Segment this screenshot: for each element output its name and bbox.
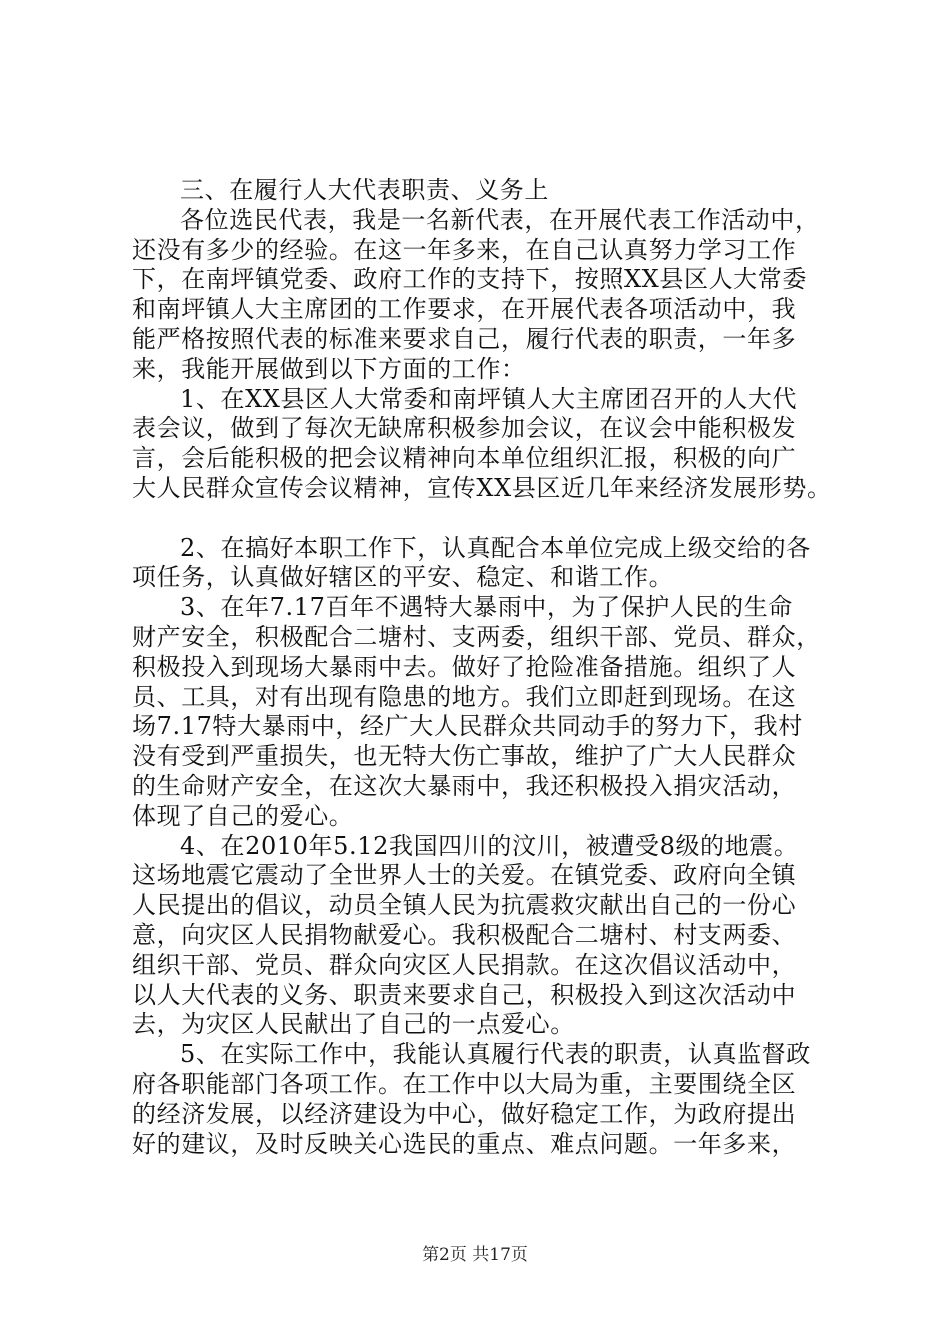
text-line: 员、工具，对有出现有隐患的地方。我们立即赶到现场。在这: [132, 682, 797, 711]
text-line: 去，为灾区人民献出了自己的一点爱心。: [132, 1010, 575, 1039]
text-line: 项任务，认真做好辖区的平安、稳定、和谐工作。: [132, 563, 674, 592]
text-line: 的经济发展，以经济建设为中心，做好稳定工作，为政府提出: [132, 1099, 797, 1128]
text-line: 言，会后能积极的把会议精神向本单位组织汇报，积极的向广: [132, 444, 797, 473]
text-line: 5、在实际工作中，我能认真履行代表的职责，认真监督政: [180, 1040, 811, 1069]
text-line: 这场地震它震动了全世界人士的关爱。在镇党委、政府向全镇: [132, 861, 797, 890]
text-line: 组织干部、党员、群众向灾区人民捐款。在这次倡议活动中，: [132, 950, 797, 979]
blank-line: [132, 504, 832, 534]
text-line: 1、在XX县区人大常委和南坪镇人大主席团召开的人大代: [180, 384, 798, 413]
text-line: 能严格按照代表的标准来要求自己，履行代表的职责，一年多: [132, 324, 797, 353]
document-body: [132, 176, 832, 1159]
text-line: 场7.17特大暴雨中，经广大人民群众共同动手的努力下，我村: [132, 712, 803, 741]
text-line: 三、在履行人大代表职责、义务上: [180, 176, 549, 204]
text-line: 4、在2010年5.12我国四川的汶川，被遭受8级的地震。: [180, 831, 799, 860]
text-line: 各位选民代表，我是一名新代表，在开展代表工作活动中，: [180, 205, 820, 234]
page-number-footer: 第2页 共17页: [422, 1245, 528, 1265]
text-line: 意，向灾区人民捐物献爱心。我积极配合二塘村、村支两委、: [132, 920, 797, 949]
text-line: 大人民群众宣传会议精神，宣传XX县区近几年来经济发展形势。: [132, 473, 832, 502]
text-line: 2、在搞好本职工作下，认真配合本单位完成上级交给的各: [180, 533, 811, 562]
text-line: 下，在南坪镇党委、政府工作的支持下，按照XX县区人大常委: [132, 265, 807, 294]
text-line: 3、在年7.17百年不遇特大暴雨中，为了保护人民的生命: [180, 593, 793, 622]
text-line: 没有受到严重损失，也无特大伤亡事故，维护了广大人民群众: [132, 742, 797, 771]
text-line: 还没有多少的经验。在这一年多来，在自己认真努力学习工作: [132, 235, 797, 264]
text-line: 和南坪镇人大主席团的工作要求，在开展代表各项活动中，我: [132, 295, 797, 324]
text-line: 以人大代表的义务、职责来要求自己，积极投入到这次活动中: [132, 980, 797, 1009]
text-line: 来，我能开展做到以下方面的工作：: [132, 354, 526, 383]
text-line: 财产安全，积极配合二塘村、支两委，组织干部、党员、群众，: [132, 622, 821, 651]
text-line: 积极投入到现场大暴雨中去。做好了抢险准备措施。组织了人: [132, 652, 797, 681]
text-line: 府各职能部门各项工作。在工作中以大局为重，主要围绕全区: [132, 1069, 797, 1098]
text-line: 人民提出的倡议，动员全镇人民为抗震救灾献出自己的一份心: [132, 891, 797, 920]
text-line: 表会议，做到了每次无缺席积极参加会议，在议会中能积极发: [132, 414, 797, 443]
text-line: 好的建议，及时反映关心选民的重点、难点问题。一年多来，: [132, 1129, 797, 1158]
text-line: 体现了自己的爱心。: [132, 801, 354, 830]
text-line: 的生命财产安全，在这次大暴雨中，我还积极投入捐灾活动，: [132, 771, 797, 800]
